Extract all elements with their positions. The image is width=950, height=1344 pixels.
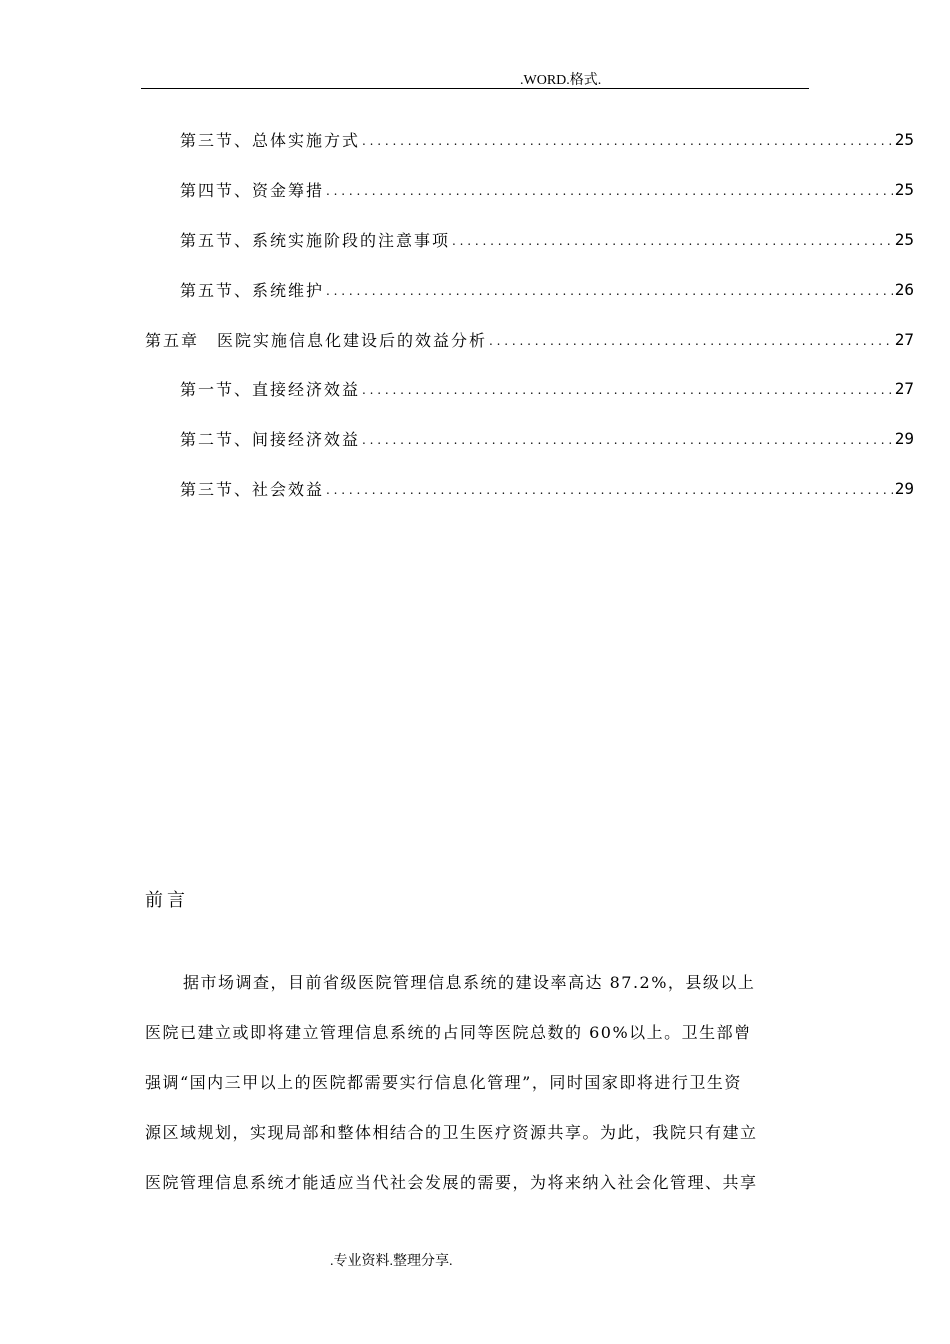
toc-page-number: 25	[894, 229, 914, 249]
paragraph-line: 据市场调查，目前省级医院管理信息系统的建设率高达 87.2%，县级以上	[183, 973, 756, 992]
toc-entry-title: 第三节、社会效益	[180, 479, 325, 499]
toc-page-number: 25	[894, 179, 914, 199]
toc-entry-title: 第五章 医院实施信息化建设后的效益分析	[145, 330, 488, 350]
toc-entry-title: 第二节、间接经济效益	[180, 429, 361, 449]
toc-page-number: 25	[894, 129, 914, 149]
toc-entry[interactable]	[180, 427, 914, 449]
toc-entry-title: 第一节、直接经济效益	[180, 379, 361, 399]
header-text: .WORD.格式.	[520, 73, 602, 88]
paragraph-line: 源区域规划，实现局部和整体相结合的卫生医疗资源共享。为此，我院只有建立	[145, 1123, 758, 1142]
toc-chapter-entry[interactable]	[145, 328, 914, 350]
toc-page-number: 27	[894, 329, 914, 349]
toc-dot-leader	[489, 330, 893, 349]
header-rule	[141, 88, 809, 89]
toc-dot-leader	[362, 429, 893, 448]
toc-dot-leader	[326, 280, 893, 299]
toc-entry[interactable]	[180, 377, 914, 399]
toc-dot-leader	[326, 180, 893, 199]
section-heading: 前言	[145, 890, 189, 911]
toc-entry[interactable]	[180, 228, 914, 250]
toc-entry-title: 第四节、资金筹措	[180, 180, 325, 200]
toc-page-number: 29	[894, 428, 914, 448]
toc-dot-leader	[326, 479, 893, 498]
toc-entry-title: 第五节、系统实施阶段的注意事项	[180, 230, 451, 250]
toc-entry[interactable]	[180, 278, 914, 300]
page-footer: .专业资料.整理分享.	[330, 1254, 453, 1269]
toc-entry[interactable]	[180, 128, 914, 150]
toc-page-number: 26	[894, 279, 914, 299]
toc-page-number: 27	[894, 378, 914, 398]
toc-dot-leader	[362, 130, 893, 149]
paragraph-line: 医院已建立或即将建立管理信息系统的占同等医院总数的 60%以上。卫生部曾	[145, 1023, 752, 1042]
toc-entry[interactable]	[180, 477, 914, 499]
toc-dot-leader	[362, 379, 893, 398]
toc-dot-leader	[452, 230, 893, 249]
toc-entry-title: 第五节、系统维护	[180, 280, 325, 300]
toc-page-number: 29	[894, 478, 914, 498]
toc-entry-title: 第三节、总体实施方式	[180, 130, 361, 150]
paragraph-line: 医院管理信息系统才能适应当代社会发展的需要，为将来纳入社会化管理、共享	[145, 1173, 758, 1192]
paragraph-line: 强调“国内三甲以上的医院都需要实行信息化管理”，同时国家即将进行卫生资	[145, 1073, 742, 1092]
toc-entry[interactable]	[180, 178, 914, 200]
